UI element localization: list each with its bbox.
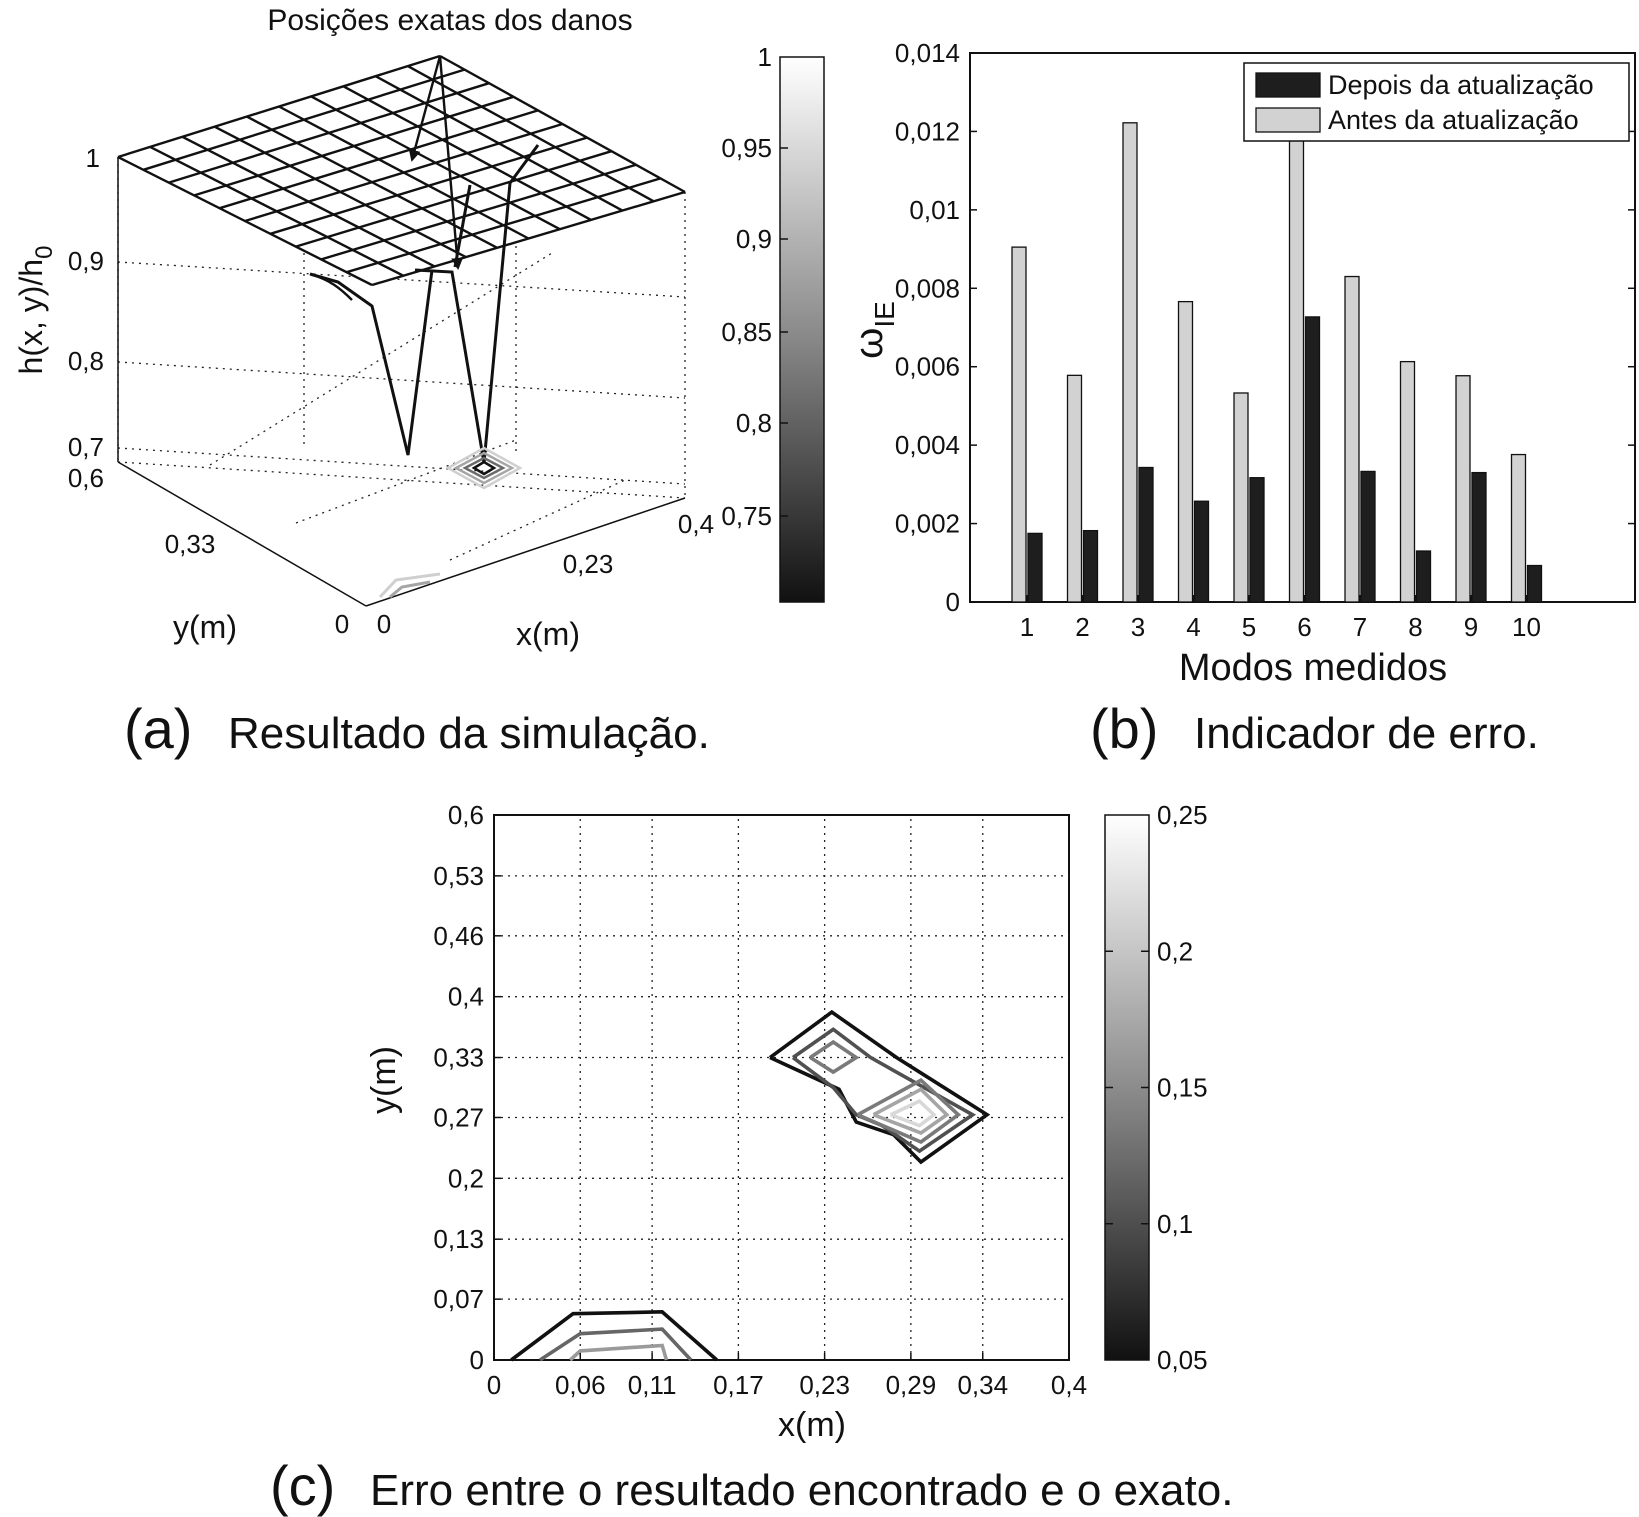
- z-tick-1: 1: [85, 143, 100, 173]
- panel-b-caption-letter: (b): [1090, 697, 1159, 760]
- panel-a-caption: Resultado da simulação.: [228, 709, 710, 758]
- panel-a-z-ticks: [68, 143, 104, 462]
- x-tick-label: 0,06: [554, 1370, 606, 1400]
- y-tick-label: 0,53: [433, 860, 484, 891]
- panel-a-surface-plot: [13, 4, 824, 760]
- y-tick-label: 0,002: [894, 508, 960, 539]
- x-tick-0-4: 0,4: [677, 509, 715, 539]
- legend-label-after: Depois da atualização: [1328, 70, 1594, 100]
- cbar-a-tick-0-85: 0,85: [721, 317, 772, 347]
- x-tick-label: 0: [486, 1370, 502, 1400]
- y-tick-label: 0,008: [894, 273, 960, 304]
- panel-c-contour-plot: [270, 800, 1233, 1517]
- bar-after-mode-3: [1139, 467, 1153, 602]
- panel-c-x-label: x(m): [778, 1406, 846, 1444]
- y-tick-label: 0,46: [433, 920, 484, 951]
- bar-before-mode-5: [1234, 393, 1248, 602]
- x-tick-0-23: 0,23: [562, 549, 614, 579]
- z-tick-0-9: 0,9: [67, 246, 104, 276]
- y-tick-label: 0,33: [433, 1042, 484, 1073]
- y-tick-label: 0,014: [894, 38, 960, 68]
- panel-c-caption: Erro entre o resultado encontrado e o exato.: [370, 1466, 1234, 1515]
- panel-a-y-label: y(m): [173, 609, 237, 645]
- x-tick-label: 2: [1075, 612, 1090, 642]
- cbar-tick-label: 0,15: [1157, 1072, 1208, 1103]
- bar-after-mode-6: [1306, 317, 1320, 602]
- cbar-tick-label: 0,2: [1157, 936, 1194, 967]
- y-tick-label: 0: [945, 587, 960, 617]
- y-tick-label: 0,012: [894, 116, 960, 147]
- cbar-tick-label: 0,1: [1157, 1208, 1194, 1239]
- y-tick-label: 0,27: [433, 1102, 484, 1133]
- panel-c-y-label: y(m): [365, 1046, 403, 1114]
- x-tick-label: 0,4: [1050, 1370, 1088, 1400]
- bar-before-mode-4: [1179, 302, 1193, 602]
- legend-label-before: Antes da atualização: [1328, 105, 1579, 135]
- x-tick-label: 4: [1186, 612, 1201, 642]
- bar-before-mode-9: [1456, 376, 1470, 602]
- panel-b-legend: [1244, 63, 1629, 141]
- x-tick-label: 1: [1019, 612, 1035, 642]
- z-tick-0-8: 0,8: [67, 346, 104, 376]
- x-tick-label: 0,11: [627, 1370, 677, 1400]
- cbar-tick-label: 0,05: [1157, 1345, 1208, 1375]
- bar-before-mode-2: [1068, 375, 1082, 602]
- x-tick-label: 0,29: [885, 1370, 937, 1400]
- x-tick-label: 10: [1512, 612, 1541, 642]
- cbar-tick-label: 0,25: [1157, 800, 1208, 830]
- spike-left: [310, 270, 432, 455]
- panel-b-y-label: $\omega_{IE}$: [847, 301, 900, 359]
- panel-b-x-label: Modos medidos: [1178, 647, 1448, 689]
- cbar-a-tick-1: 1: [757, 42, 772, 72]
- y-tick-0: 0: [334, 609, 350, 639]
- y-tick-label: 0,004: [894, 430, 960, 461]
- y-tick-label: 0,4: [447, 981, 484, 1012]
- x-tick-label: 0,34: [957, 1370, 1009, 1400]
- cbar-a-tick-0-75: 0,75: [721, 501, 772, 531]
- x-tick-label: 0,17: [713, 1370, 764, 1400]
- panel-c-y-ticks: [433, 800, 501, 1375]
- bar-before-mode-10: [1512, 455, 1526, 602]
- bar-before-mode-3: [1123, 123, 1137, 602]
- y-tick-0-33: 0,33: [164, 529, 216, 559]
- x-tick-label: 5: [1241, 612, 1257, 642]
- x-tick-label: 3: [1130, 612, 1146, 642]
- y-tick-label: 0: [469, 1345, 484, 1375]
- panel-a-surface-mesh: [118, 56, 685, 300]
- x-tick-label: 0,23: [799, 1370, 850, 1400]
- bar-before-mode-7: [1345, 277, 1359, 602]
- panel-a-caption-letter: (a): [124, 697, 193, 760]
- bar-after-mode-1: [1028, 533, 1042, 602]
- x-tick-label: 9: [1463, 612, 1479, 642]
- cbar-a-tick-0-8: 0,8: [735, 408, 772, 438]
- bar-before-mode-6: [1290, 129, 1304, 602]
- panel-a-colorbar: [780, 57, 824, 602]
- panel-a-z-label: h(x, $y)/h_0$: [13, 245, 58, 375]
- bar-after-mode-2: [1084, 531, 1098, 602]
- legend-swatch-before: [1256, 108, 1320, 132]
- z-tick-0-7: 0,7: [67, 432, 104, 462]
- bar-after-mode-9: [1472, 473, 1486, 602]
- y-tick-label: 0,07: [433, 1284, 484, 1315]
- bar-after-mode-7: [1361, 471, 1375, 602]
- bar-after-mode-10: [1528, 566, 1542, 602]
- panel-a-annotation: Posições exatas dos danos: [267, 4, 633, 37]
- panel-b-bar-chart: [847, 38, 1635, 760]
- y-tick-label: 0,2: [447, 1163, 484, 1194]
- y-tick-label: 0,01: [909, 194, 960, 225]
- x-tick-label: 7: [1352, 612, 1368, 642]
- y-tick-label: 0,6: [447, 800, 484, 830]
- legend-swatch-after: [1256, 73, 1320, 97]
- y-tick-label: 0,13: [433, 1224, 484, 1255]
- panel-c-caption-letter: (c): [270, 1454, 336, 1517]
- y-tick-0-6: 0,6: [67, 463, 104, 493]
- bar-after-mode-8: [1417, 551, 1431, 602]
- cbar-a-tick-0-9: 0,9: [735, 224, 772, 254]
- bar-before-mode-8: [1401, 362, 1415, 602]
- bar-after-mode-5: [1250, 478, 1264, 602]
- y-tick-label: 0,006: [894, 351, 960, 382]
- x-tick-label: 6: [1297, 612, 1312, 642]
- panel-a-floor-contours: [380, 448, 520, 597]
- bar-before-mode-1: [1012, 247, 1026, 602]
- x-tick-label: 8: [1408, 612, 1423, 642]
- panel-a-x-label: x(m): [516, 616, 580, 652]
- panel-b-caption: Indicador de erro.: [1194, 709, 1539, 758]
- bar-after-mode-4: [1195, 501, 1209, 602]
- x-tick-0: 0: [376, 609, 392, 639]
- panel-a-colorbar-ticks: [721, 42, 788, 531]
- cbar-a-tick-0-95: 0,95: [721, 133, 772, 163]
